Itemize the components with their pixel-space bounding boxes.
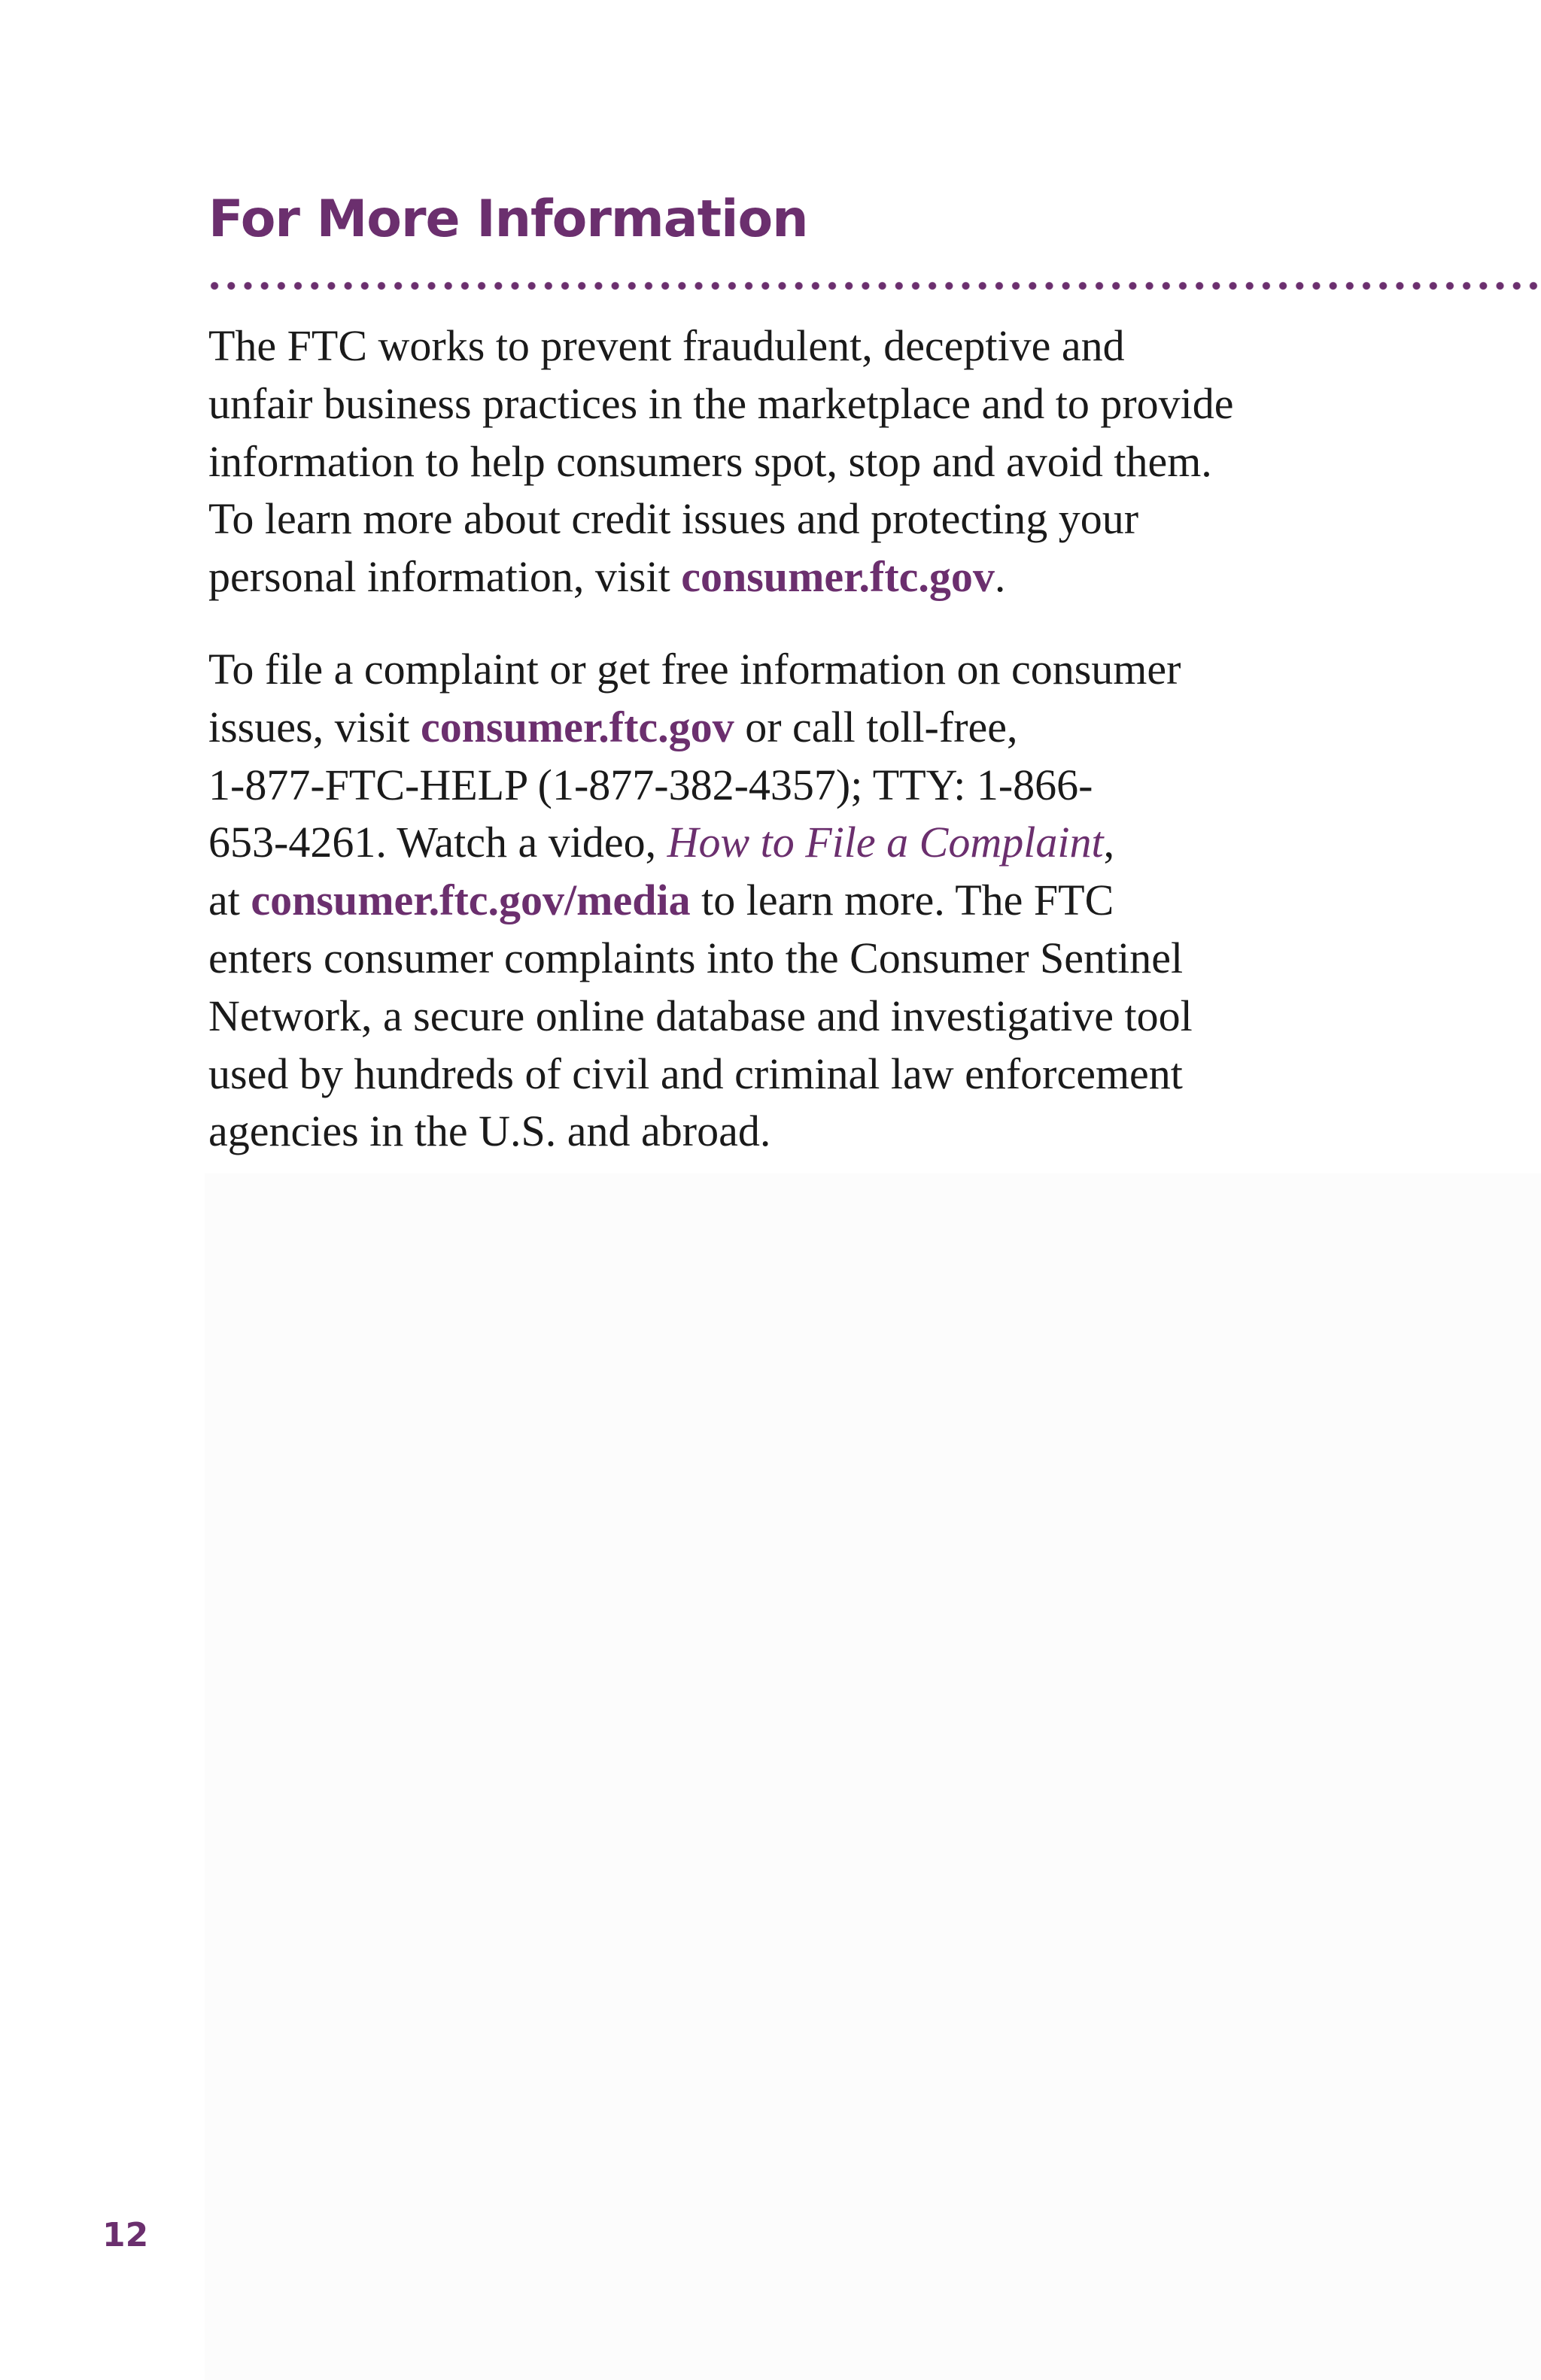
text-punctuation: .: [994, 552, 1006, 602]
page-shade: [205, 1173, 1541, 2380]
text-line: The FTC works to prevent fraudulent, deceptive and: [208, 321, 1125, 370]
paragraph-ftc-mission: [208, 317, 1382, 606]
consumer-ftc-gov-media-link[interactable]: consumer.ftc.gov/media: [251, 876, 691, 925]
text-line: agencies in the U.S. and abroad.: [208, 1107, 771, 1156]
text-line: information to help consumers spot, stop and avoid them.: [208, 436, 1212, 486]
text-line: 653-4261. Watch a video,: [208, 818, 667, 867]
text-line: Network, a secure online database and investigative tool: [208, 991, 1193, 1040]
text-line: enters consumer complaints into the Consumer Sentinel: [208, 933, 1184, 982]
text-line: to learn more. The FTC: [690, 876, 1114, 925]
text-line: at: [208, 876, 251, 925]
text-line: unfair business practices in the marketplace and to provide: [208, 378, 1234, 428]
page-number: 12: [102, 2216, 149, 2254]
text-punctuation: ,: [1103, 818, 1115, 867]
text-line: issues, visit: [208, 702, 421, 751]
video-title: How to File a Complaint: [667, 818, 1104, 867]
text-line: personal information, visit: [208, 552, 682, 602]
section-heading: For More Information: [208, 190, 808, 249]
text-line: To learn more about credit issues and protecting your: [208, 494, 1139, 544]
phone-numbers: 1-877-FTC-HELP (1-877-382-4357); TTY: 1-866-: [208, 760, 1093, 809]
consumer-ftc-gov-link[interactable]: consumer.ftc.gov: [681, 552, 995, 602]
dotted-divider: [206, 281, 1541, 291]
paragraph-file-complaint: [208, 641, 1382, 1161]
text-line: used by hundreds of civil and criminal law enforcement: [208, 1049, 1183, 1098]
text-line: or call toll-free,: [734, 702, 1018, 751]
consumer-ftc-gov-link[interactable]: consumer.ftc.gov: [421, 702, 734, 751]
text-line: To file a complaint or get free information on consumer: [208, 645, 1181, 694]
